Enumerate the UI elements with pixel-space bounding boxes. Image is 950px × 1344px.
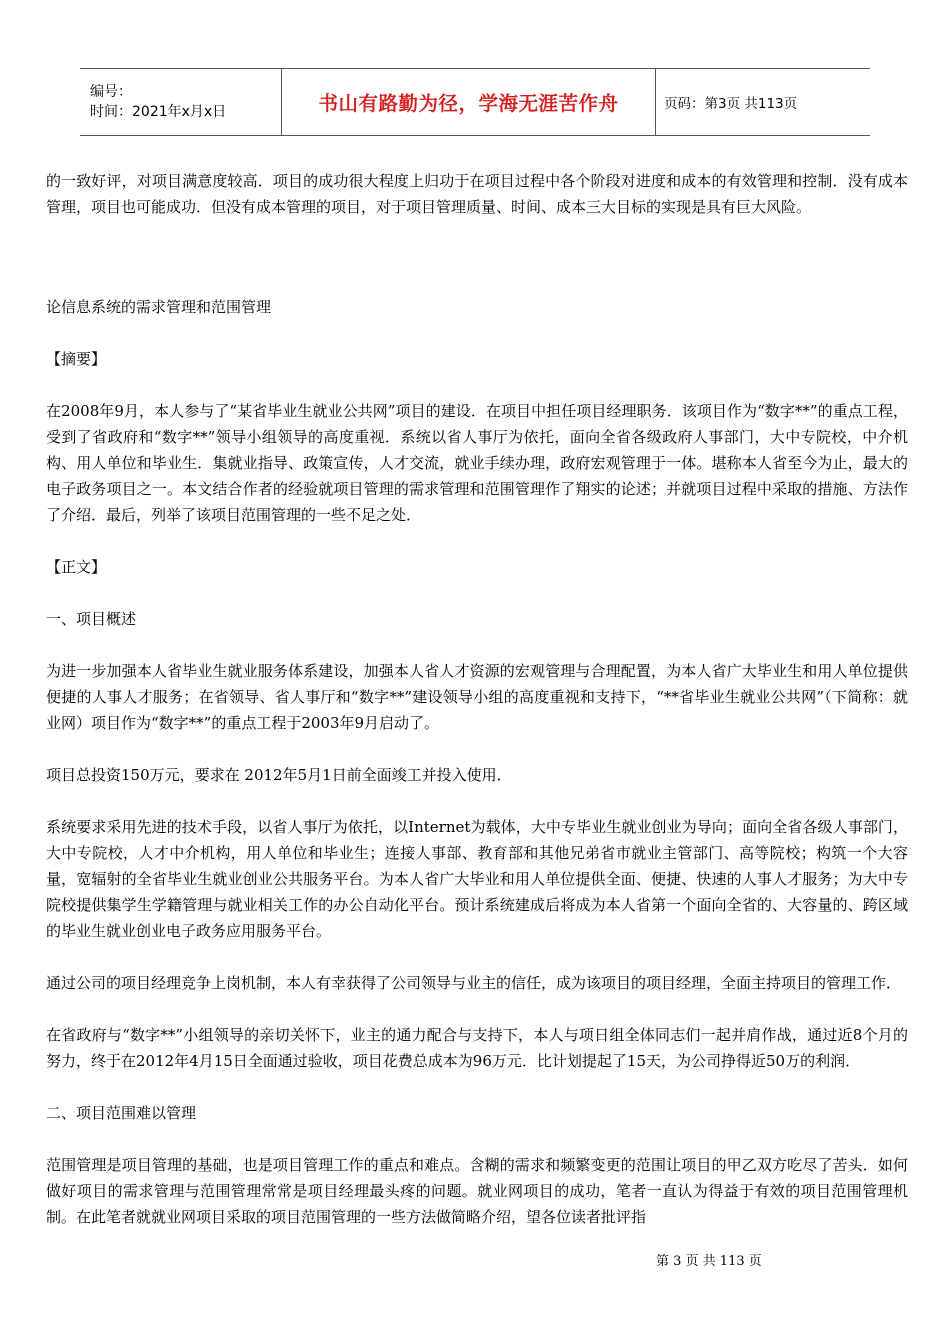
project-manager-paragraph: 通过公司的项目经理竞争上岗机制，本人有幸获得了公司领导与业主的信任，成为该项目的项目经理，全面主持项目的管理工作． — [46, 974, 902, 992]
header-page-info — [656, 69, 870, 135]
header-meta — [80, 69, 282, 135]
project-result-paragraph: 在省政府与“数字**”小组领导的亲切关怀下，业主的通力配合与支持下，本人与项日组全体同志们一起并肩作战，通过近8个月的努力，终于在2012年4月15日全面通过验收，项目花费总成本为96万元．比计划提起了15天，为公司挣得近50万的利润． — [46, 1026, 908, 1070]
document-body — [46, 168, 908, 1230]
header-motto-cell — [282, 69, 656, 135]
section-heading-overview: 一、项目概述 — [46, 610, 137, 628]
body-heading: 【正文】 — [46, 558, 107, 576]
page-header — [80, 68, 870, 136]
scope-management-paragraph: 范围管理是项目管理的基础，也是项目管理工作的重点和难点。含糊的需求和频繁变更的范围让项目的甲乙双方吃尽了苦头．如何做好项目的需求管理与范围管理常常是项目经理最头疼的问题。就业网项目的成功，笔者一直认为得益于有效的项目范围管理机制。在此笔者就就业网项目采取的项目范围管理的一些方法做简略介绍，望各位读者批评指 — [46, 1156, 908, 1226]
paragraph-continued: 的一致好评，对项目满意度较高．项目的成功很大程度上归功于在项目过程中各个阶段对进度和成本的有效管理和控制．没有成本管理，项目也可能成功．但没有成本管理的项目，对于项目管理质量、时间、成本三大目标的实现是具有巨大风险。 — [46, 172, 908, 216]
header-motto: 书山有路勤为径，学海无涯苦作舟 — [318, 92, 619, 115]
overview-paragraph: 为进一步加强本人省毕业生就业服务体系建设，加强本人省人才资源的宏观管理与合理配置，为本人省广大毕业生和用人单位提供便捷的人事人才服务；在省领导、省人事厅和“数字**”建设领导小组的高度重视和支持下，“**省毕业生就业公共网”（下简称：就业网）项目作为“数字**”的重点工程于2003年9月启动了。 — [46, 662, 908, 732]
abstract-paragraph: 在2008年9月，本人参与了“某省毕业生就业公共网”项目的建设．在项目中担任项目经理职务．该项目作为“数字**”的重点工程，受到了省政府和“数字**”领导小组领导的高度重视．系统以省人事厅为依托，面向全省各级政府人事部门，大中专院校，中介机构、用人单位和毕业生．集就业指导、政策宣传，人才交流，就业手续办理，政府宏观管理于一体。堪称本人省至今为止，最大的电子政务项目之一。本文结合作者的经验就项目管理的需求管理和范围管理作了翔实的论述；并就项目过程中采取的措施、方法作了介绍．最后，列举了该项目范围管理的一些不足之处． — [46, 402, 908, 524]
abstract-heading: 【摘要】 — [46, 350, 107, 368]
section-heading-scope: 二、项目范围难以管理 — [46, 1104, 197, 1122]
page-footer: 第 3 页 共 113 页 — [656, 1254, 762, 1269]
document-date-label: 时间：2021年x月x日 — [90, 104, 227, 120]
system-requirements-paragraph: 系统要求采用先进的技术手段，以省人事厅为依托，以Internet为载体，大中专毕业生就业创业为导向；面向全省各级人事部门，大中专院校，人才中介机构，用人单位和毕业生；连接人事部、教育部和其他兄弟省市就业主管部门、高等院校；构筑一个大容量，宽辐射的全省毕业生就业创业公共服务平台。为本人省广大毕业和用人单位提供全面、便捷、快速的人事人才服务；为大中专院校提供集学生学籍管理与就业相关工作的办公自动化平台。预计系统建成后将成为本人省第一个面向全省的、大容量的、跨区域的毕业生就业创业电子政务应用服务平台。 — [46, 818, 908, 940]
essay-title: 论信息系统的需求管理和范围管理 — [46, 298, 272, 316]
header-page-number: 页码：第3页 共113页 — [664, 96, 798, 112]
investment-paragraph: 项目总投资150万元，要求在 2012年5月1日前全面竣工并投入使用． — [46, 766, 512, 784]
document-number-label: 编号： — [90, 84, 132, 100]
